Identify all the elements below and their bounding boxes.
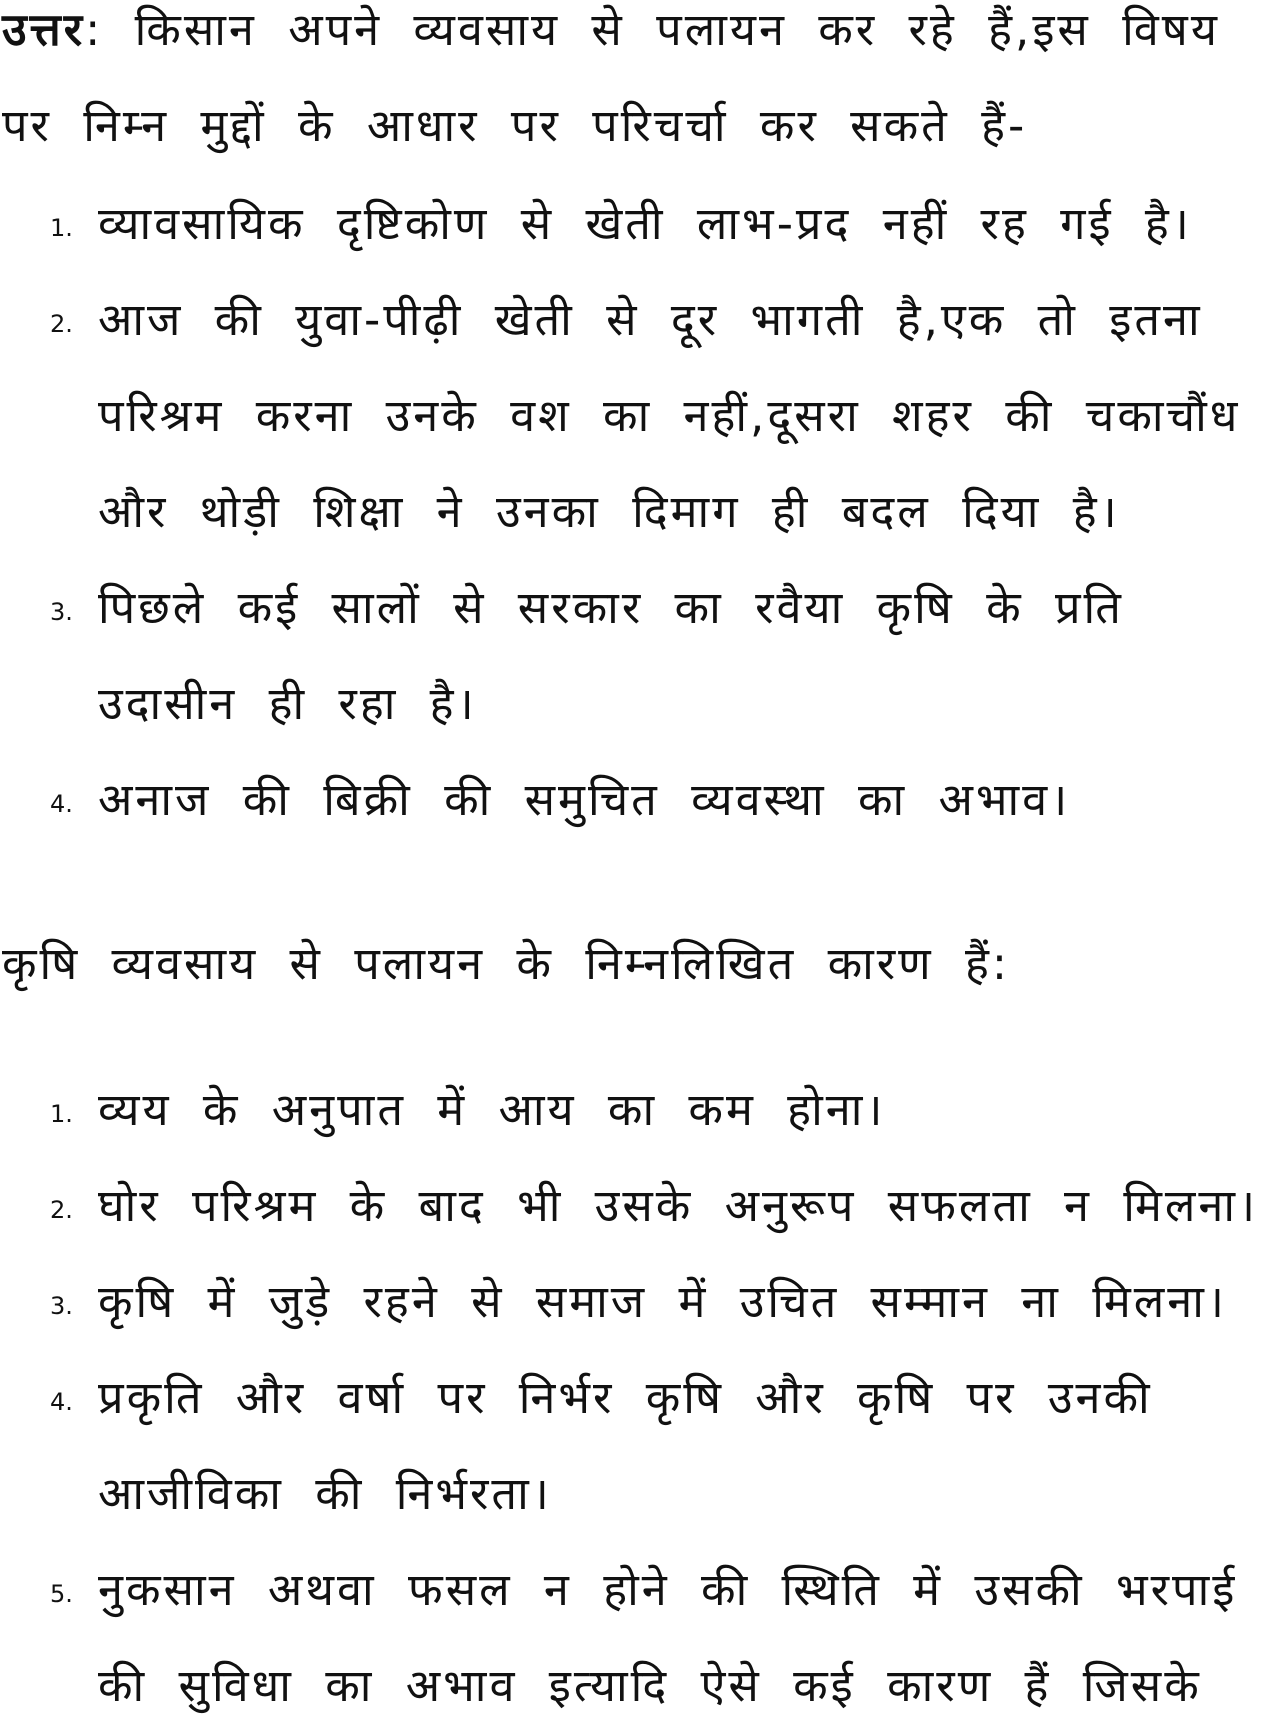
answer-label: उत्तर	[2, 3, 86, 56]
list-item	[0, 1542, 1280, 1734]
list-item-number: 4.	[50, 1388, 73, 1416]
list-item-text: व्यावसायिक दृष्टिकोण से खेती लाभ-प्रद नहीं रह गई है।	[98, 197, 1192, 250]
list-item	[0, 1158, 1280, 1254]
list-item-number: 2.	[50, 310, 73, 338]
answer-intro-paragraph	[2, 0, 1270, 174]
list-item	[0, 176, 1280, 272]
reasons-intro-paragraph: कृषि व्यवसाय से पलायन के निम्नलिखित कारण हैं:	[2, 937, 1011, 990]
discussion-points-list	[0, 176, 1280, 848]
list-item-number: 2.	[50, 1196, 73, 1224]
answer-intro-text: : किसान अपने व्यवसाय से पलायन कर रहे हैं,इस विषय पर निम्न मुद्दों के आधार पर परिचर्चा कर सकते हैं-	[2, 3, 1220, 152]
list-item	[0, 560, 1280, 752]
list-item-number: 3.	[50, 1292, 73, 1320]
list-item	[0, 1254, 1280, 1350]
list-item-text: आज की युवा-पीढ़ी खेती से दूर भागती है,एक तो इतना परिश्रम करना उनके वश का नहीं,दूसरा शहर की चकाचौंध और थोड़ी शिक्षा ने उनका दिमाग ही बदल दिया है।	[98, 293, 1241, 538]
list-item-text: पिछले कई सालों से सरकार का रवैया कृषि के प्रति उदासीन ही रहा है।	[98, 581, 1124, 730]
list-item-number: 3.	[50, 598, 73, 626]
reasons-list	[0, 1062, 1280, 1734]
list-item-number: 4.	[50, 790, 73, 818]
list-item-text: व्यय के अनुपात में आय का कम होना।	[98, 1083, 886, 1136]
list-item	[0, 752, 1280, 848]
list-item-text: अनाज की बिक्री की समुचित व्यवस्था का अभाव।	[98, 773, 1071, 826]
list-item-number: 5.	[50, 1580, 73, 1608]
list-item	[0, 272, 1280, 560]
list-item-text: प्रकृति और वर्षा पर निर्भर कृषि और कृषि पर उनकी आजीविका की निर्भरता।	[98, 1371, 1153, 1520]
list-item-number: 1.	[50, 1100, 73, 1128]
list-item-number: 1.	[50, 214, 73, 242]
list-item	[0, 1350, 1280, 1542]
list-item	[0, 1062, 1280, 1158]
list-item-text: घोर परिश्रम के बाद भी उसके अनुरूप सफलता न मिलना।	[98, 1179, 1259, 1232]
list-item-text: कृषि में जुड़े रहने से समाज में उचित सम्मान ना मिलना।	[98, 1275, 1227, 1328]
list-item-text: नुकसान अथवा फसल न होने की स्थिति में उसकी भरपाई की सुविधा का अभाव इत्यादि ऐसे कई कारण हैं जिसके	[98, 1563, 1238, 1712]
